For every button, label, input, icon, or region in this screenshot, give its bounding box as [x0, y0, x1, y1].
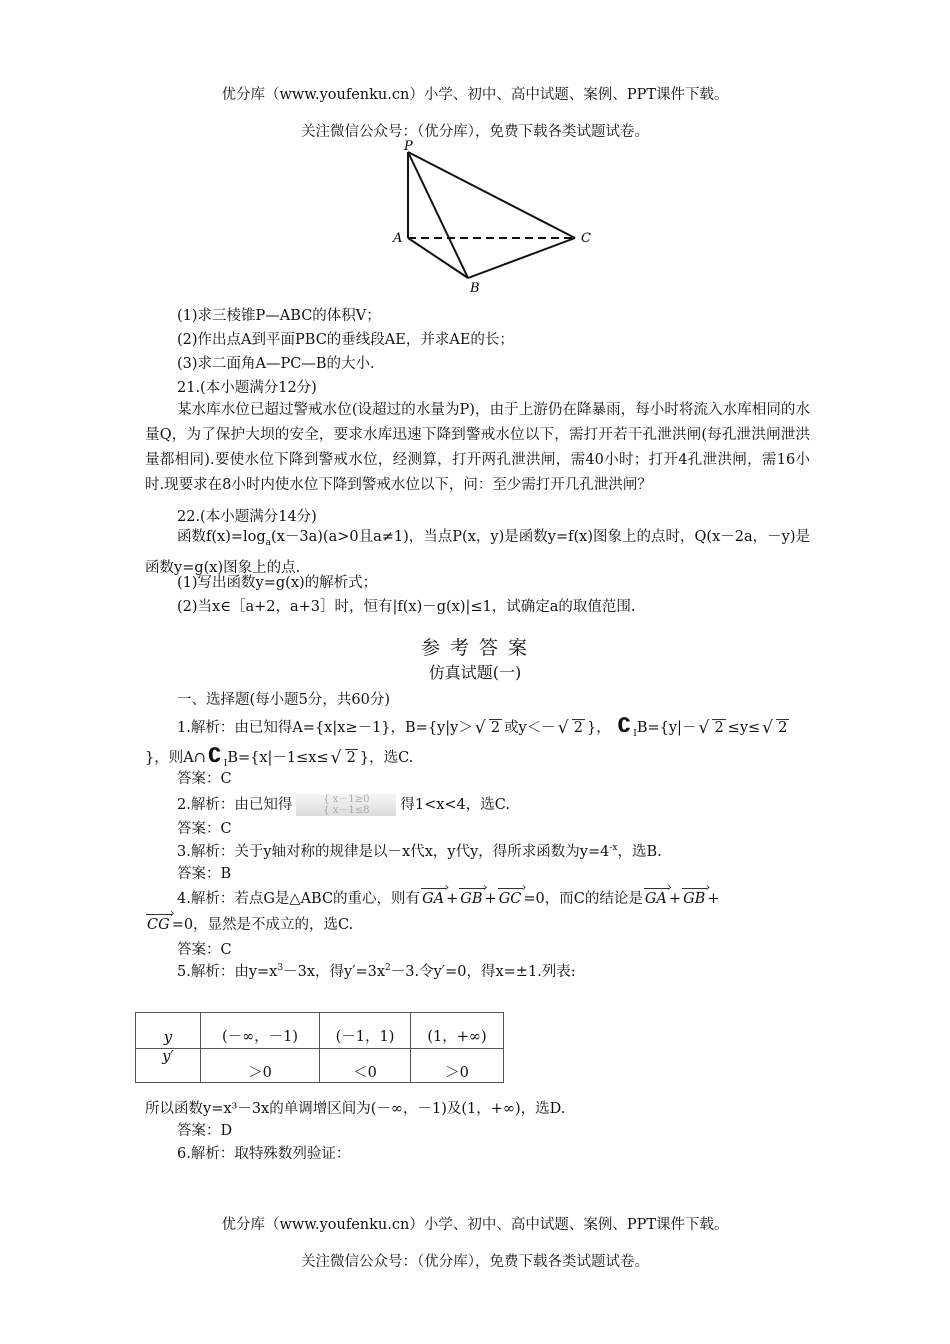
- table-row: y (－∞，－1) (－1，1) (1，+∞): [136, 1013, 504, 1049]
- answer-5-after: 所以函数y=x³－3x的单调增区间为(－∞，－1)及(1，+∞)，选D.: [145, 1101, 566, 1117]
- answer-5-line: 5.解析：由$y=x^3-3x$，得$y'=3x^2-3$.令y′=0，得x=±1.列表:: [177, 963, 576, 980]
- answer-1-line-1: 1.解析：由已知得A={x|x≥－1}，B={y|y＞√ 2 或y＜－√ 2 }， ∁ $_I$B={y|－√ 2 ≤y≤√ 2: [177, 713, 791, 739]
- complement-icon: ∁: [207, 743, 222, 767]
- pyramid-figure: [380, 138, 610, 296]
- q22-item-1: (1)写出函数y=g(x)的解析式；: [177, 575, 378, 591]
- answer-6-line: 6.解析：取特殊数列验证：: [177, 1146, 351, 1162]
- answer-4-line-2: CG › =0，显然是不成立的，选C.: [145, 913, 353, 934]
- answer-4-line-1: 4.解析：若点G是△ABC的重心，则有 GA › + GB › + GC › =0，而C的结论是 GA › + GB › +: [177, 887, 719, 908]
- answers-subtitle: 仿真试题(一): [428, 663, 522, 682]
- q22-title: 22.(本小题满分14分): [177, 509, 317, 525]
- q22-stem: 函数$f(x)=\log_a(x-3a)(a>0$且a≠1)，当点P(x，y)是函数y=f(x)图象上的点时，Q(x－2a，－y)是函数y=g(x)图象上的点.: [145, 529, 810, 576]
- q20-item-2: (2)作出点A到平面PBC的垂线段AE，并求AE的长；: [177, 332, 514, 348]
- label-A: A: [393, 231, 403, 246]
- label-B: B: [470, 281, 480, 296]
- equation-system-image: { x－1≥0 { x－1≤8: [296, 794, 396, 816]
- complement-icon: ∁: [617, 713, 632, 737]
- q20-item-3: (3)求二面角A—PC—B的大小.: [177, 356, 375, 372]
- header-line-1: 优分库（www.youfenku.cn）小学、初中、高中试题、案例、PPT课件下载。: [221, 87, 729, 103]
- label-P: P: [404, 139, 413, 154]
- edge-PC: [408, 152, 575, 238]
- answer-1-line-2: }，则A∩ ∁ $_I$B={x|－1≤x≤√ 2 }，选C.: [145, 743, 413, 769]
- q20-item-1: (1)求三棱锥P—ABC的体积V；: [177, 308, 381, 324]
- q22-item-2: (2)当x∈［a+2，a+3］时，恒有|f(x)－g(x)|≤1，试确定a的取值范围.: [177, 599, 636, 615]
- q21-body: 某水库水位已超过警戒水位(设超过的水量为P)，由于上游仍在降暴雨，每小时将流入水库相同的水量Q，为了保护大坝的安全，要求水库迅速下降到警戒水位以下，需打开若干孔泄洪闸(每孔泄洪闸泄洪量都相同).要使水位下降到警戒水位，经测算，打开两孔泄洪闸，需40小时；打开4孔泄洪闸，需16小时.现要求在8小时内使水位下降到警戒水位以下，问：至少需打开几孔泄洪闸？: [145, 402, 810, 493]
- answer-3-result: 答案：B: [177, 866, 232, 882]
- answer-4-result: 答案：C: [177, 942, 232, 958]
- footer-line-2: 关注微信公众号：（优分库），免费下载各类试题试卷。: [301, 1254, 649, 1270]
- answers-title: 参 考 答 案: [420, 637, 530, 659]
- label-C: C: [581, 231, 591, 246]
- answer-1-result: 答案：C: [177, 771, 232, 787]
- answer-2-line: 2.解析：由已知得 { x－1≥0 { x－1≤8 得1<x<4，选C.: [177, 794, 510, 816]
- q21-title: 21.(本小题满分12分): [177, 380, 317, 396]
- answer-2-result: 答案：C: [177, 821, 232, 837]
- header-line-2: 关注微信公众号：（优分库），免费下载各类试题试卷。: [301, 124, 649, 140]
- answer-3-line: 3.解析：关于y轴对称的规律是以－x代x，y代y，得所求函数为$y=4^{-x}$，选B.: [177, 843, 662, 860]
- answers-section: 一、选择题(每小题5分，共60分): [177, 692, 390, 708]
- edge-BC: [468, 238, 575, 278]
- answer-5-result: 答案：D: [177, 1123, 233, 1139]
- footer-line-1: 优分库（www.youfenku.cn）小学、初中、高中试题、案例、PPT课件下载。: [221, 1217, 729, 1233]
- table-row: y′ ＞0 ＜0 ＞0: [136, 1049, 504, 1083]
- monotonicity-table: [135, 1012, 504, 1083]
